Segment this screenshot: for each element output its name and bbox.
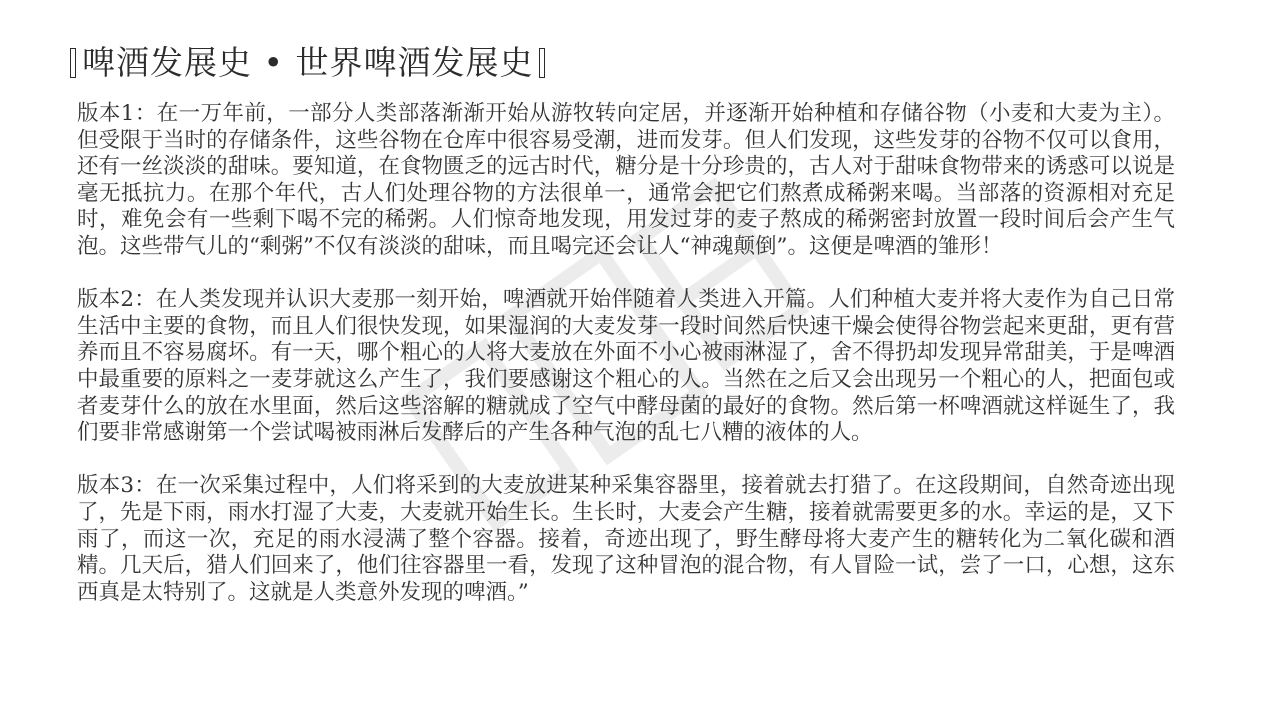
paragraph-version-1: 版本1：在一万年前，一部分人类部落渐渐开始从游牧转向定居，并逐渐开始种植和存储谷物（小麦和大麦为主）。但受限于当时的存储条件，这些谷物在仓库中很容易受潮，进而发芽。但人们发现，这些发芽的谷物不仅可以食用，还有一丝淡淡的甜味。要知道，在食物匮乏的远古时代，糖分是十分珍贵的，古人对于甜味食物带来的诱惑可以说是毫无抵抗力。在那个年代，古人们处理谷物的方法很单一，通常会把它们熬煮成稀粥来喝。当部落的资源相对充足时，难免会有一些剩下喝不完的稀粥。人们惊奇地发现，用发过芽的麦子熬成的稀粥密封放置一段时间后会产生气泡。这些带气儿的“剩粥”不仅有淡淡的甜味，而且喝完还会让人“神魂颠倒”。这便是啤酒的雏形！ xyxy=(77,101,1175,259)
title-right-bracket xyxy=(539,48,545,78)
slide-title xyxy=(64,40,551,86)
content-body xyxy=(77,101,1175,633)
paragraph-version-2: 版本2：在人类发现并认识大麦那一刻开始，啤酒就开始伴随着人类进入开篇。人们种植大麦并将大麦作为自己日常生活中主要的食物，而且人们很快发现，如果湿润的大麦发芽一段时间然后快速干燥会使得谷物尝起来更甜，更有营养而且不容易腐坏。有一天，哪个粗心的人将大麦放在外面不小心被雨淋湿了，舍不得扔却发现异常甜美，于是啤酒中最重要的原料之一麦芽就这么产生了，我们要感谢这个粗心的人。当然在之后又会出现另一个粗心的人，把面包或者麦芽什么的放在水里面，然后这些溶解的糖就成了空气中酵母菌的最好的食物。然后第一杯啤酒就这样诞生了，我们要非常感谢第一个尝试喝被雨淋后发酵后的产生各种气泡的乱七八糟的液体的人。 xyxy=(77,287,1175,446)
paragraph-version-3: 版本3：在一次采集过程中，人们将采到的大麦放进某种采集容器里，接着就去打猎了。在这段期间，自然奇迹出现了，先是下雨，雨水打湿了大麦，大麦就开始生长。生长时，大麦会产生糖，接着就需要更多的水。幸运的是，又下雨了，而这一次，充足的雨水浸满了整个容器。接着，奇迹出现了，野生酵母将大麦产生的糖转化为二氧化碳和酒精。几天后，猎人们回来了，他们往容器里一看，发现了这种冒泡的混合物，有人冒险一试，尝了一口，心想，这东西真是太特别了。这就是人类意外发现的啤酒。” xyxy=(77,473,1175,605)
title-left-bracket xyxy=(70,48,76,78)
title-text: 啤酒发展史 • 世界啤酒发展史 xyxy=(82,43,534,82)
